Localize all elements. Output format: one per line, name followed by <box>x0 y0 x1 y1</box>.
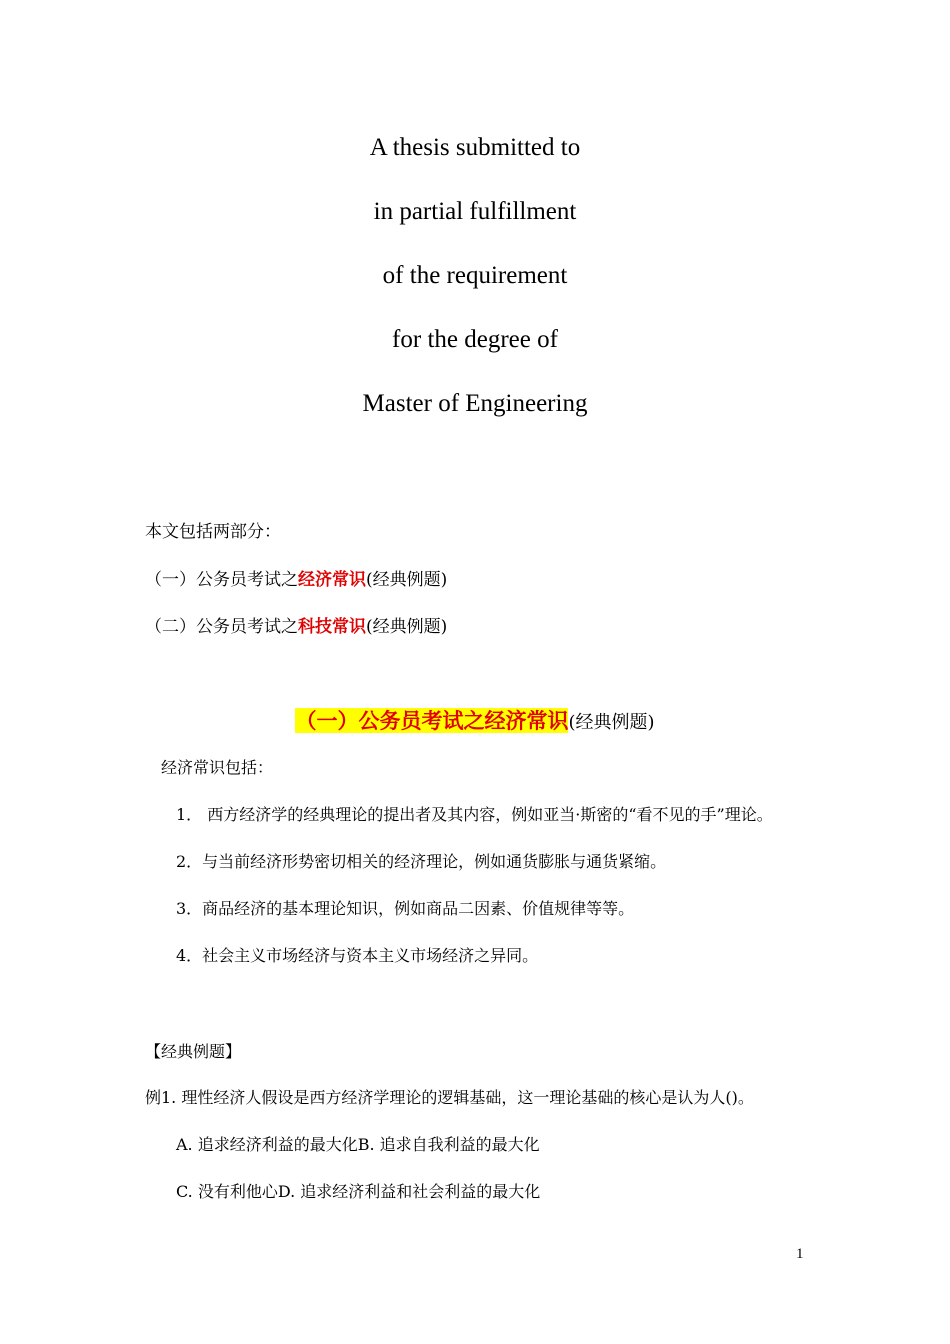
list-item-2: 2．与当前经济形势密切相关的经济理论，例如通货膨胀与通货紧缩。 <box>176 852 667 871</box>
examples-label: 【经典例题】 <box>145 1042 242 1061</box>
section-lead: 经济常识包括： <box>161 758 274 777</box>
cover-line-4: for the degree of <box>392 326 558 353</box>
intro-part-1-highlight: 经济常识 <box>298 570 366 590</box>
cover-line-2: in partial fulfillment <box>373 198 577 225</box>
example-1-options-cd: C. 没有利他心D. 追求经济利益和社会利益的最大化 <box>176 1182 541 1201</box>
section-heading-highlight: （一）公务员考试之经济常识 <box>295 708 569 733</box>
intro-part-2-suffix: (经典例题) <box>366 617 448 637</box>
example-1-options-ab: A. 追求经济利益的最大化B. 追求自我利益的最大化 <box>176 1135 540 1154</box>
intro-part-1-suffix: (经典例题) <box>366 570 448 590</box>
intro-part-1-prefix: （一）公务员考试之 <box>145 570 298 590</box>
list-item-4: 4．社会主义市场经济与资本主义市场经济之异同。 <box>176 946 539 965</box>
section-heading <box>0 705 950 735</box>
intro-title: 本文包括两部分： <box>145 522 281 542</box>
list-item-1: 1． 西方经济学的经典理论的提出者及其内容，例如亚当·斯密的“看不见的手”理论。 <box>176 805 773 824</box>
intro-part-2 <box>145 612 447 637</box>
intro-part-2-prefix: （二）公务员考试之 <box>145 617 298 637</box>
cover-line-5: Master of Engineering <box>362 390 588 417</box>
page-number: 1 <box>796 1246 804 1262</box>
example-1-question: 例1. 理性经济人假设是西方经济学理论的逻辑基础，这一理论基础的核心是认为人()。 <box>145 1088 754 1107</box>
intro-part-2-highlight: 科技常识 <box>298 617 366 637</box>
section-heading-suffix: (经典例题) <box>568 712 655 733</box>
list-item-3: 3．商品经济的基本理论知识，例如商品二因素、价值规律等等。 <box>176 899 635 918</box>
cover-line-3: of the requirement <box>382 262 568 289</box>
cover-line-1: A thesis submitted to <box>369 134 581 161</box>
intro-part-1 <box>145 565 447 590</box>
